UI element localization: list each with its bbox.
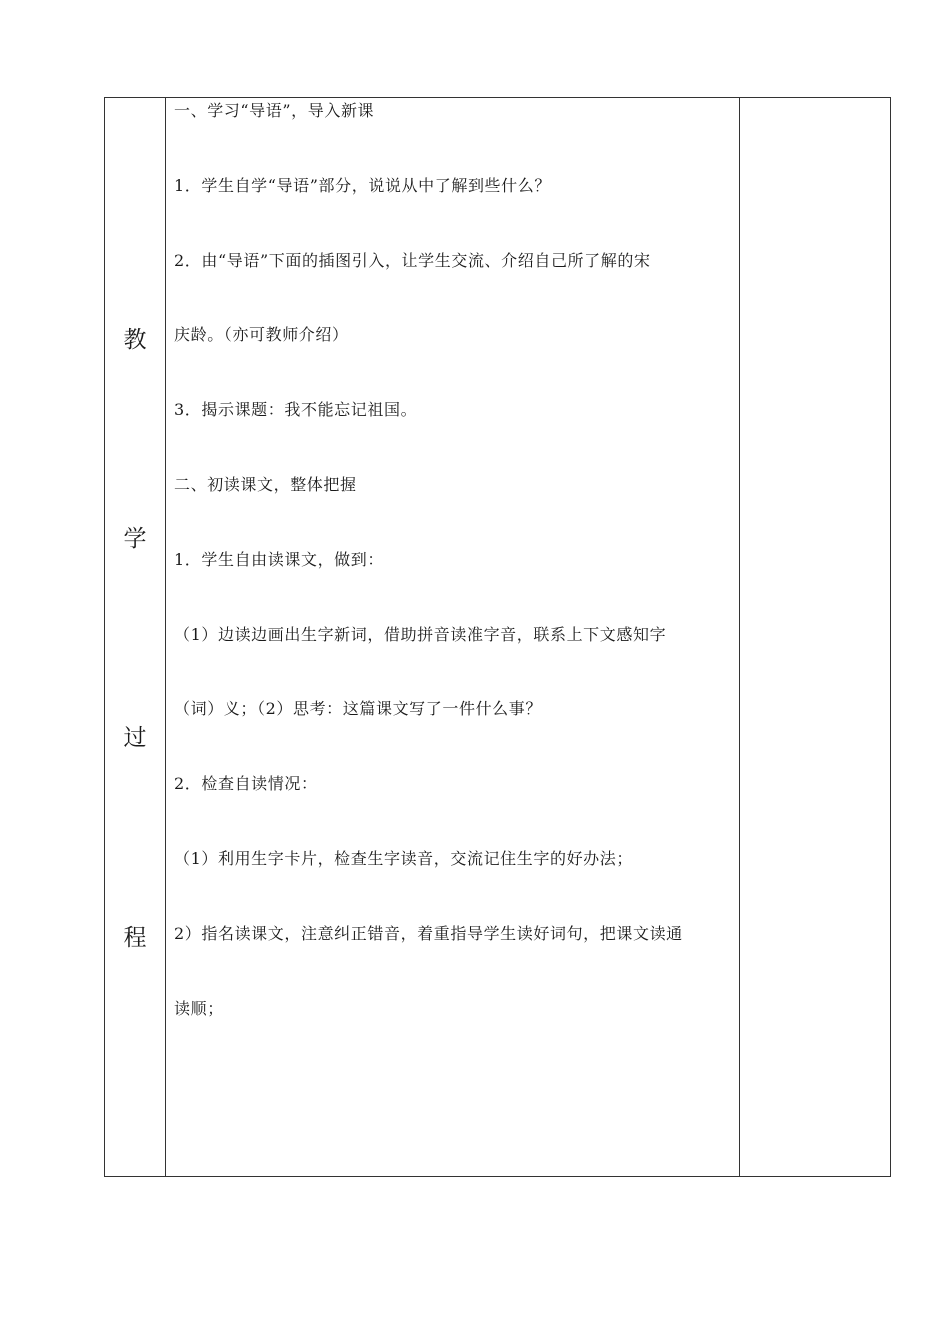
section-label-char-1: 教 (123, 327, 147, 353)
content-line-13: 读顺； (174, 999, 224, 1018)
content-line-1: 一、学习“导语”，导入新课 (174, 101, 375, 120)
content-line-6: 二、初读课文，整体把握 (174, 475, 357, 494)
section-label-char-3: 过 (123, 725, 147, 751)
content-line-5: 3．揭示课题：我不能忘记祖国。 (174, 400, 418, 419)
lesson-plan-table (104, 97, 891, 1177)
content-line-12: 2）指名读课文，注意纠正错音，着重指导学生读好词句，把课文读通 (174, 924, 683, 943)
content-line-4: 庆龄。（亦可教师介绍） (174, 325, 349, 344)
content-line-2: 1．学生自学“导语”部分，说说从中了解到些什么？ (174, 176, 551, 195)
content-line-8: （1）边读边画出生字新词，借助拼音读准字音，联系上下文感知字 (174, 625, 667, 644)
content-line-7: 1．学生自由读课文，做到： (174, 550, 384, 569)
column-divider-left (165, 98, 166, 1176)
content-line-9: （词）义；（2）思考：这篇课文写了一件什么事？ (174, 699, 542, 718)
notes-column (740, 98, 890, 1176)
section-label-char-2: 学 (123, 526, 147, 552)
content-line-10: 2．检查自读情况： (174, 774, 318, 793)
content-line-3: 2．由“导语”下面的插图引入，让学生交流、介绍自己所了解的宋 (174, 251, 651, 270)
content-line-11: （1）利用生字卡片，检查生字读音，交流记住生字的好办法； (174, 849, 633, 868)
section-label-char-4: 程 (123, 925, 147, 951)
